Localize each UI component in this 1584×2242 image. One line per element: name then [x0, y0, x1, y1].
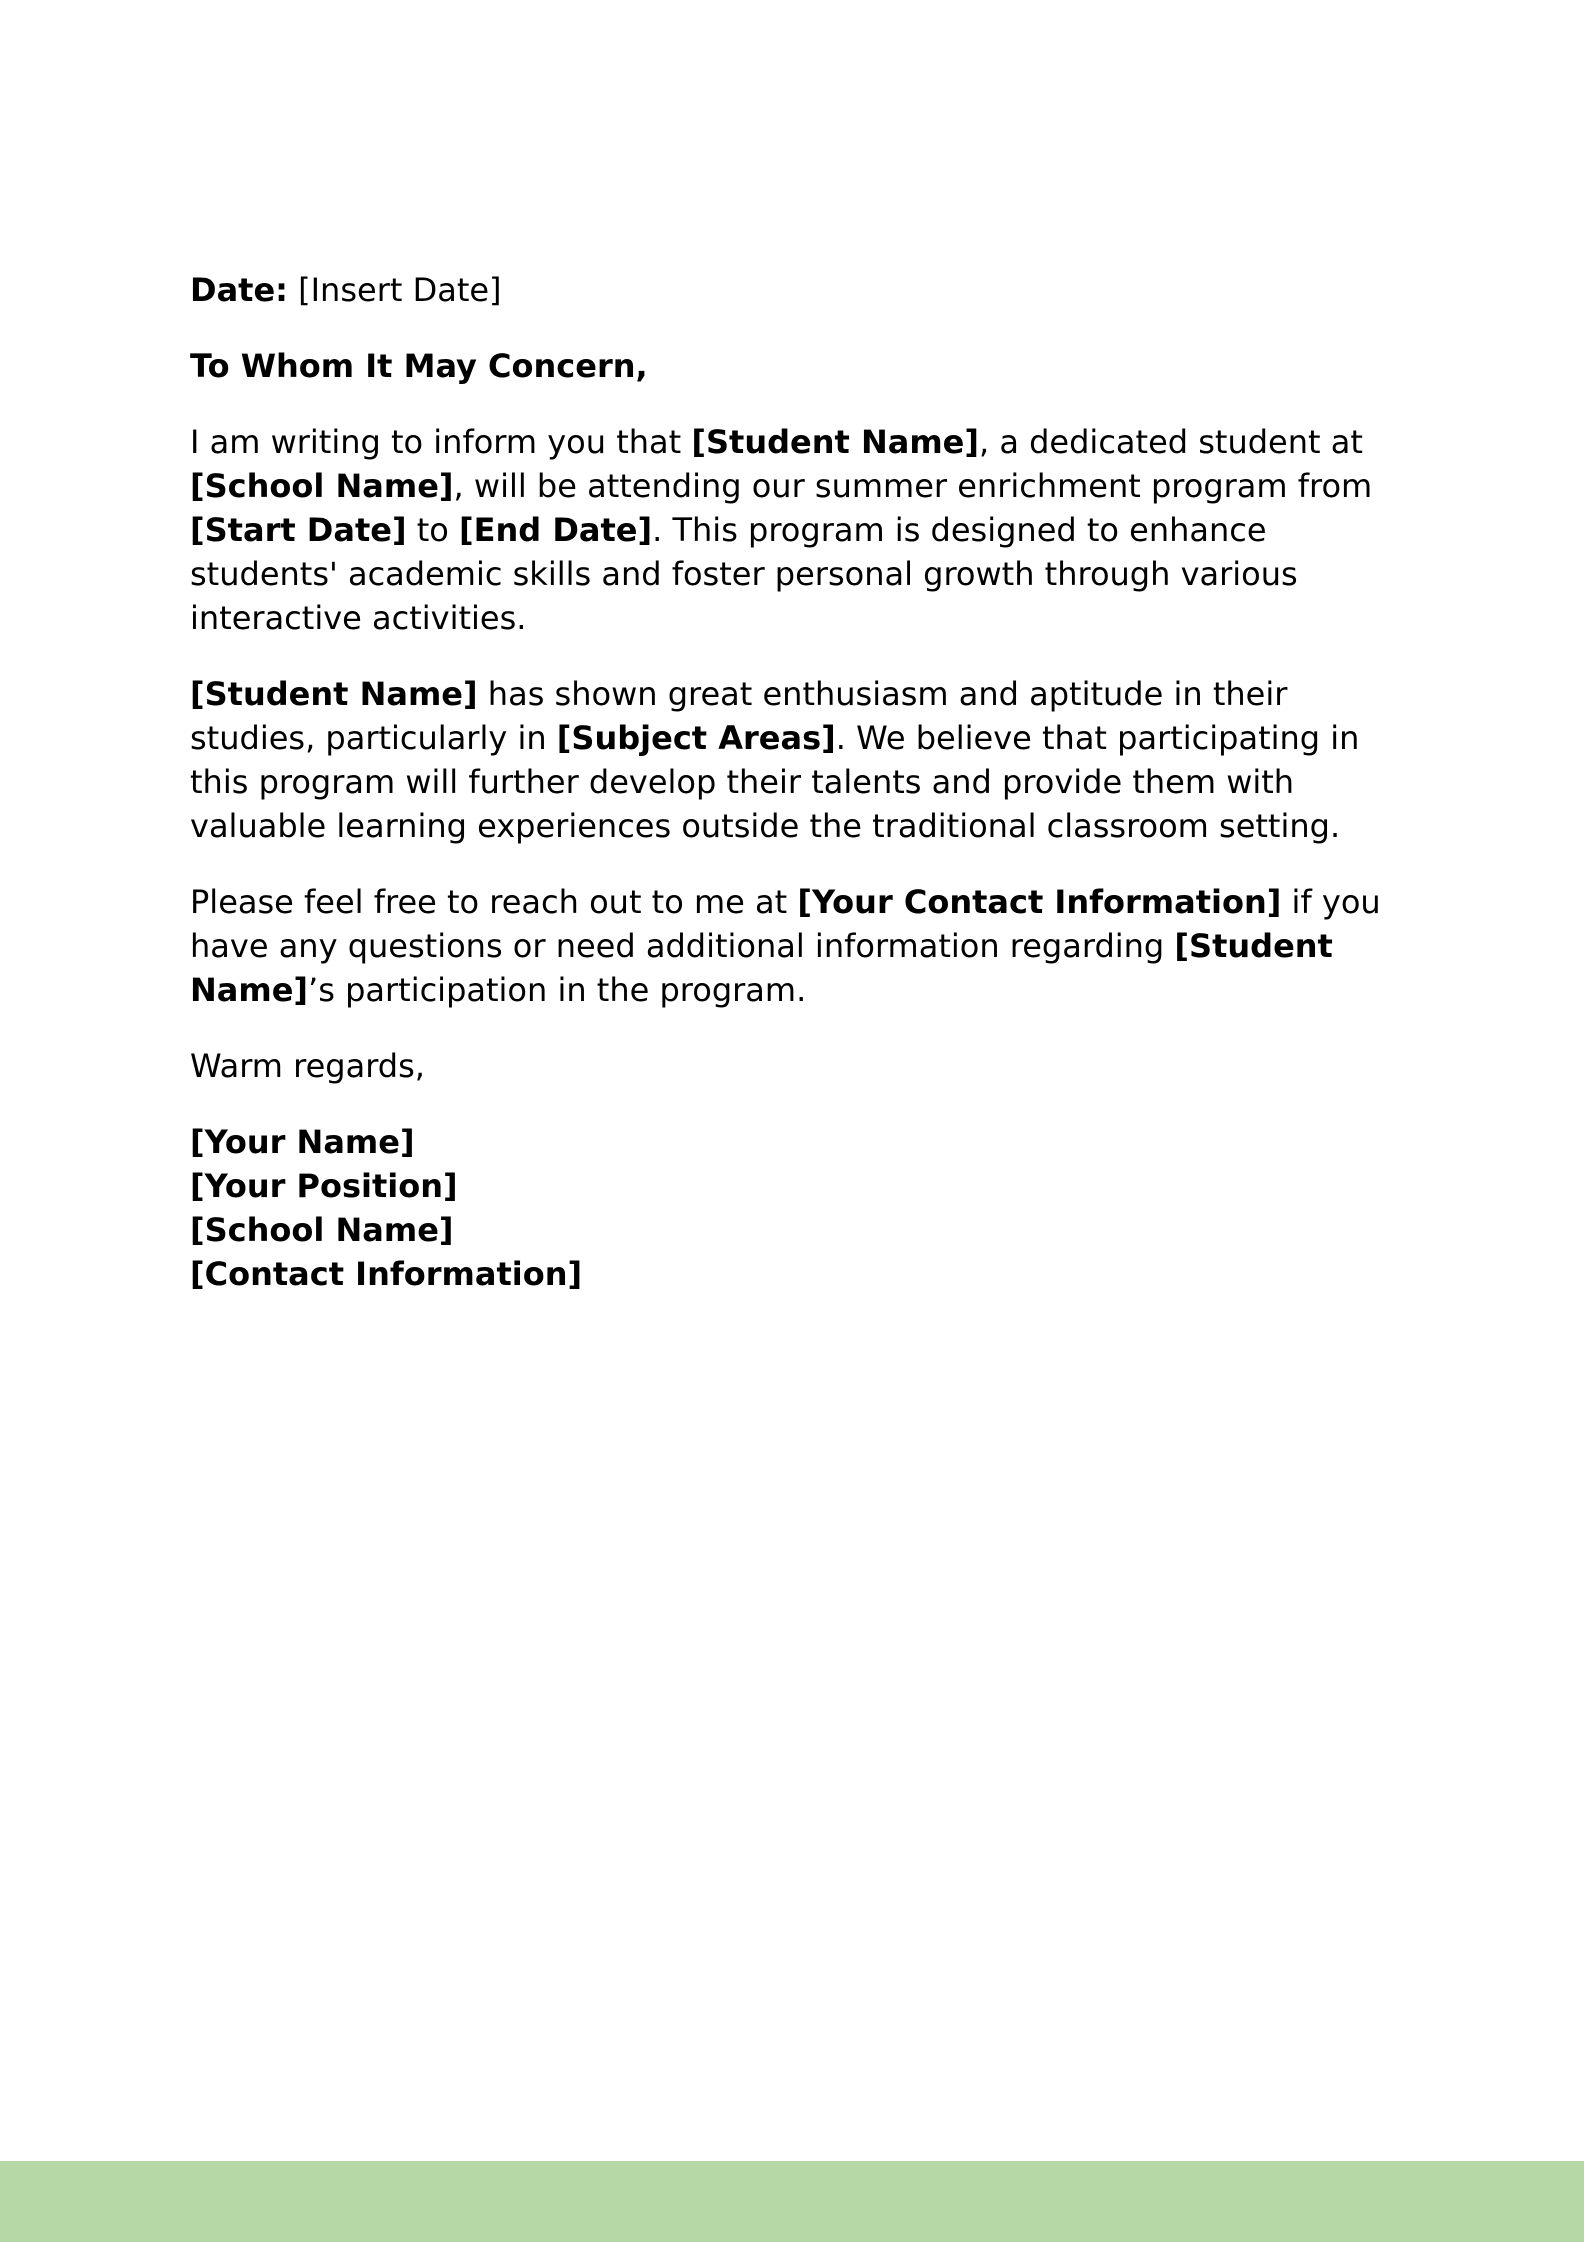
text: . This program is designed to enhance students' academic skills and foster personal growth through various interactive activities.: [190, 511, 1298, 637]
signature-block: [190, 1120, 1400, 1296]
signature-contact: [Contact Information]: [190, 1255, 583, 1293]
footer-band: [0, 2161, 1584, 2242]
placeholder-end-date: [End Date]: [459, 511, 653, 549]
text: I am writing to inform you that: [190, 423, 692, 461]
placeholder-student-name: [Student Name]: [190, 675, 478, 713]
text: , a dedicated student at: [978, 423, 1363, 461]
text: . We believe that participating in this program will further develop their talents and provide them with valuable learning experiences outside the traditional classroom setting.: [190, 719, 1360, 845]
salutation: To Whom It May Concern,: [190, 347, 648, 385]
text: Please feel free to reach out to me at: [190, 883, 798, 921]
placeholder-student-name: [Student Name]: [190, 927, 1333, 1009]
text: ’s participation in the program.: [308, 971, 807, 1009]
placeholder-school-name: [School Name]: [190, 467, 454, 505]
placeholder-student-name: [Student Name]: [691, 423, 979, 461]
paragraph-enthusiasm: [190, 672, 1400, 848]
text: has shown great enthusiasm and aptitude in their studies, particularly in: [190, 675, 1288, 757]
signature-school: [School Name]: [190, 1211, 454, 1249]
paragraph-intro: [190, 420, 1400, 640]
text: if you have any questions or need additional information regarding: [190, 883, 1381, 965]
date-line: [190, 268, 1400, 312]
placeholder-subject-areas: [Subject Areas]: [556, 719, 836, 757]
closing: Warm regards,: [190, 1047, 425, 1085]
date-value: [Insert Date]: [298, 271, 502, 309]
signature-name: [Your Name]: [190, 1123, 415, 1161]
letter-body: [190, 268, 1400, 1328]
text: , will be attending our summer enrichment program from: [453, 467, 1373, 505]
text: to: [406, 511, 460, 549]
placeholder-start-date: [Start Date]: [190, 511, 407, 549]
signature-position: [Your Position]: [190, 1167, 458, 1205]
paragraph-contact: [190, 880, 1400, 1012]
date-label: Date:: [190, 271, 288, 309]
placeholder-contact-info: [Your Contact Information]: [797, 883, 1282, 921]
